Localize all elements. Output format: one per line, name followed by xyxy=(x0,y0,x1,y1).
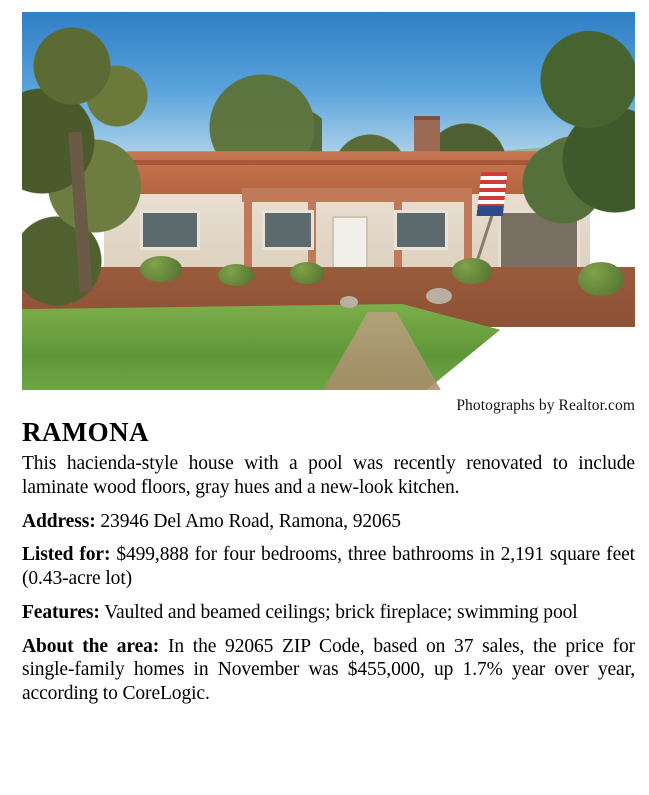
rock xyxy=(340,296,358,308)
fact-listed-for xyxy=(22,543,635,591)
window xyxy=(394,210,448,250)
rock xyxy=(426,288,452,304)
fact-label-about-the-area: About the area: xyxy=(22,635,160,657)
shrub xyxy=(290,262,324,284)
property-photo xyxy=(22,12,635,390)
shrub xyxy=(452,258,492,284)
porch-post xyxy=(244,200,252,270)
fact-about-the-area xyxy=(22,635,635,706)
photo-credit: Photographs by Realtor.com xyxy=(456,397,635,414)
photo-canvas xyxy=(22,12,635,390)
american-flag-icon xyxy=(477,172,508,216)
foreground-tree-right xyxy=(511,22,635,252)
fact-label-listed-for: Listed for: xyxy=(22,544,111,566)
fact-value-listed-for: $499,888 for four bedrooms, three bathrooms in 2,191 square feet (0.43-acre lot) xyxy=(22,544,635,590)
front-door xyxy=(332,216,368,274)
fact-label-address: Address: xyxy=(22,510,96,532)
window xyxy=(262,210,314,250)
fact-address xyxy=(22,510,635,534)
porch-roof xyxy=(242,188,472,202)
lede-paragraph: This hacienda-style house with a pool was recently renovated to include laminate wood floors, gray hues and a new-look kitchen. xyxy=(22,453,635,498)
shrub xyxy=(218,264,254,286)
fact-value-about-the-area: In the 92065 ZIP Code, based on 37 sales, the price for single-family homes in November was $455,000, up 1.7% year over year, according to CoreLogic. xyxy=(22,635,635,705)
fact-features xyxy=(22,601,635,625)
chimney xyxy=(414,116,440,154)
roof-ridge xyxy=(132,160,572,165)
page-title: RAMONA xyxy=(22,417,149,447)
fact-value-features: Vaulted and beamed ceilings; brick fireplace; swimming pool xyxy=(104,601,578,623)
foreground-tree-left xyxy=(22,12,162,306)
shrub xyxy=(578,262,624,296)
fact-label-features: Features: xyxy=(22,601,100,623)
fact-value-address: 23946 Del Amo Road, Ramona, 92065 xyxy=(100,510,401,532)
